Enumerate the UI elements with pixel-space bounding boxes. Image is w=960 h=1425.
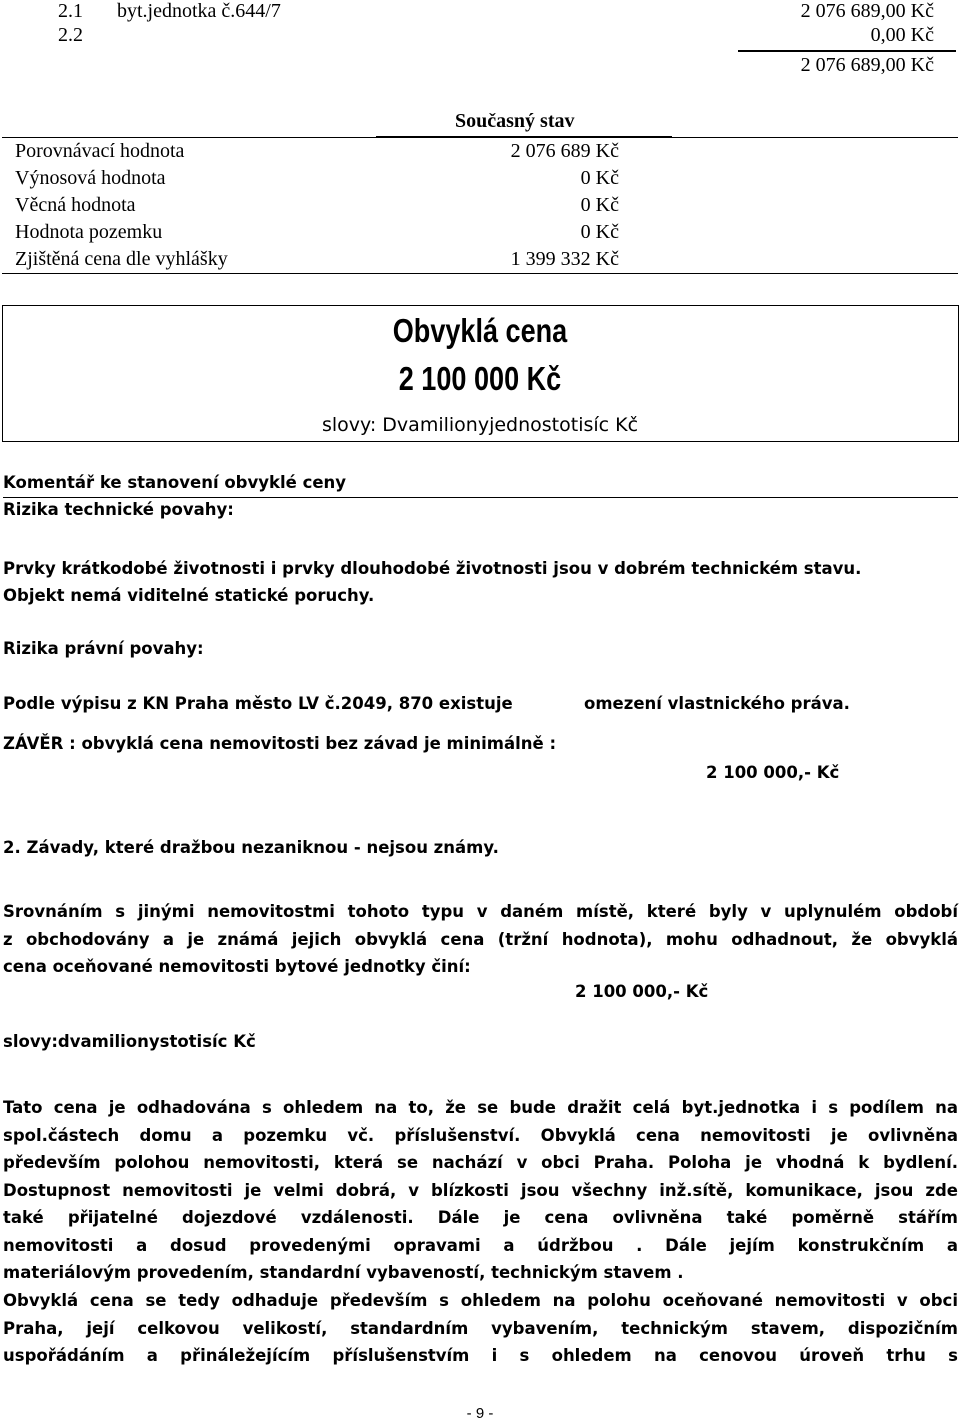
valuation-value: 2 076 689 Kč (510, 140, 619, 162)
paragraph-line: Tato cena je odhadována s ohledem na to, že se bude dražit celá byt.jednotka i s podílem na (3, 1098, 958, 1117)
valuation-value: 0 Kč (580, 221, 619, 243)
paragraph-line: uspořádáním a přináležejícím příslušenstvím i s ohledem na cenovou úroveň trhu s (3, 1346, 958, 1365)
paragraph-line: především polohou nemovitosti, která se nachází v obci Praha. Poloha je vhodná k bydlení. (3, 1153, 958, 1172)
price-explanation-paragraph (3, 1094, 958, 1287)
valuation-value: 1 399 332 Kč (510, 248, 619, 270)
conclusion-paragraph (3, 1287, 958, 1370)
usual-price-amount: 2 100 000 Kč (398, 360, 562, 397)
tech-risk-text: Prvky krátkodobé životnosti i prvky dlouhodobé životnosti jsou v dobrém technickém stavu. (3, 559, 862, 578)
units-total: 2 076 689,00 Kč (800, 54, 934, 76)
section-2-amount: 2 100 000,- Kč (575, 982, 709, 1001)
usual-price-words: slovy: Dvamilionyjednostotisíc Kč (321, 414, 639, 436)
valuation-value: 0 Kč (580, 194, 619, 216)
unit-1-name: byt.jednotka č.644/7 (117, 0, 281, 22)
paragraph-line: materiálovým provedením, standardní vybaveností, technickým stavem . (3, 1263, 684, 1282)
sum-rule (738, 50, 956, 52)
paragraph-line: Obvyklá cena se tedy odhaduje především s ohledem na polohu oceňované nemovitosti v obci (3, 1291, 958, 1310)
valuation-bottom-rule (2, 273, 958, 274)
unit-1-value: 2 076 689,00 Kč (800, 0, 934, 22)
comment-rule (3, 497, 958, 498)
section-2-words: slovy:dvamilionystotisíc Kč (3, 1032, 256, 1051)
paragraph-line: také přijatelné dojezdové vzdálenosti. Dále je cena ovlivněna také poměrně stářím (3, 1208, 958, 1227)
paragraph-line: nemovitosti a dosud provedenými opravami a údržbou . Dále jejím konstrukčním a (3, 1235, 958, 1255)
paragraph-line: Srovnáním s jinými nemovitostmi tohoto typu v daném místě, které byly v uplynulém období (3, 902, 958, 921)
valuation-column-header: Současný stav (455, 110, 575, 132)
valuation-label: Porovnávací hodnota (15, 140, 185, 162)
valuation-label: Výnosová hodnota (15, 167, 166, 189)
legal-risk-text-2: omezení vlastnického práva. (584, 694, 850, 713)
paragraph-line: Praha, její celkovou velikostí, standardním vybavením, technickým stavem, dispozičním (3, 1318, 958, 1338)
paragraph-line: spol.částech domu a pozemku vč. příslušenství. Obvyklá cena nemovitosti je ovlivněna (3, 1125, 958, 1145)
legal-risk-text: Podle výpisu z KN Praha město LV č.2049, 870 existuje (3, 694, 513, 713)
section-2-heading: 2. Závady, které dražbou nezaniknou - nejsou známy. (3, 838, 499, 857)
tech-risk-text: Objekt nemá viditelné statické poruchy. (3, 586, 375, 605)
unit-1-number: 2.1 (58, 0, 83, 22)
legal-risk-label: Rizika právní povahy: (3, 639, 204, 658)
tech-risk-label: Rizika technické povahy: (3, 500, 234, 519)
paragraph-line: Dostupnost nemovitosti je velmi dobrá, v blízkosti jsou všechny inž.sítě, komunikace, jsou zde (3, 1180, 958, 1200)
page-number: - 9 - (466, 1405, 494, 1422)
paragraph-line: cena oceňované nemovitosti bytové jednotky činí: (3, 957, 471, 976)
valuation-value: 0 Kč (580, 167, 619, 189)
conclusion-text: ZÁVĚR : obvyklá cena nemovitosti bez závad je minimálně : (3, 734, 557, 753)
usual-price-title: Obvyklá cena (392, 312, 568, 349)
valuation-label: Hodnota pozemku (15, 221, 163, 243)
comparison-paragraph (3, 898, 958, 981)
valuation-label: Zjištěná cena dle vyhlášky (15, 248, 228, 270)
comment-heading: Komentář ke stanovení obvyklé ceny (3, 473, 347, 492)
unit-2-number: 2.2 (58, 24, 83, 46)
unit-2-value: 0,00 Kč (870, 24, 934, 46)
valuation-label: Věcná hodnota (15, 194, 136, 216)
conclusion-amount: 2 100 000,- Kč (706, 763, 840, 782)
paragraph-line: z obchodovány a je známá jejich obvyklá cena (tržní hodnota), mohu odhadnout, že obvyklá (3, 929, 958, 949)
